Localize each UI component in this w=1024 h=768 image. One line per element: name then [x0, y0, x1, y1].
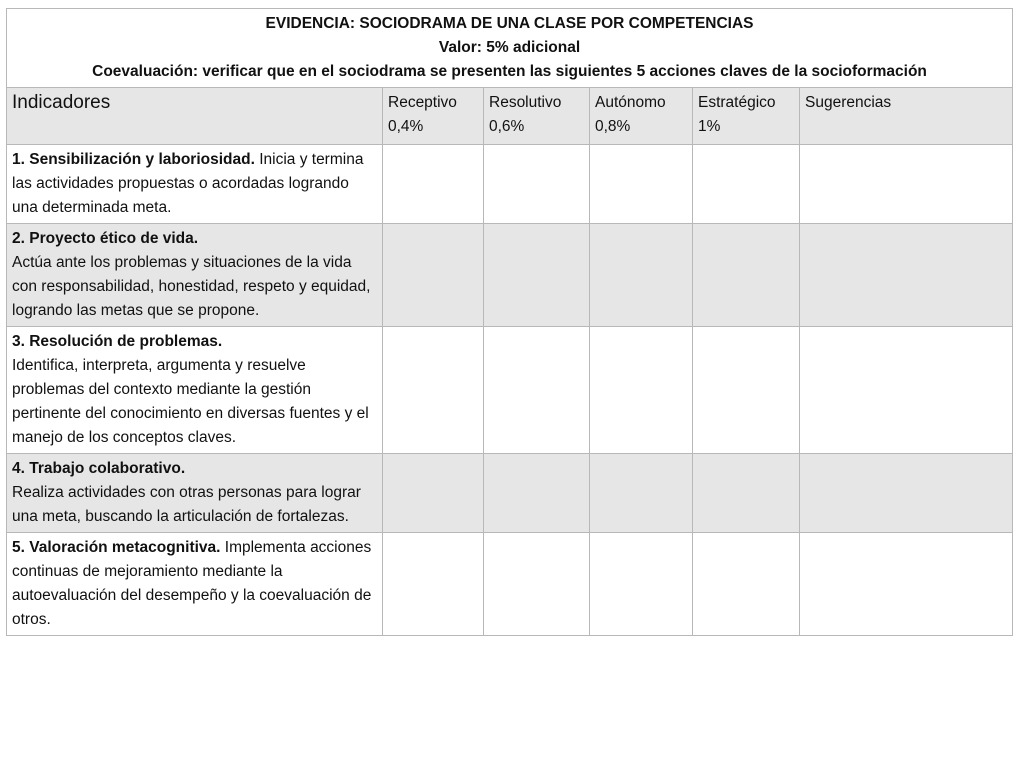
estrategico-cell[interactable] [693, 145, 800, 224]
receptivo-cell[interactable] [383, 533, 484, 636]
resolutivo-cell[interactable] [484, 145, 590, 224]
receptivo-cell[interactable] [383, 224, 484, 327]
autonomo-value: 0,8% [595, 118, 631, 135]
estrategico-cell[interactable] [693, 454, 800, 533]
autonomo-cell[interactable] [590, 145, 693, 224]
indicator-description: Inicia y termina las actividades propuestas o acordadas logrando una determinada meta. [12, 151, 364, 216]
indicator-cell [7, 327, 383, 454]
estrategico-value: 1% [698, 118, 721, 135]
receptivo-cell[interactable] [383, 454, 484, 533]
indicator-row-4 [7, 454, 1013, 533]
indicator-cell [7, 224, 383, 327]
column-sugerencias: Sugerencias [800, 88, 1013, 145]
indicator-row-2 [7, 224, 1013, 327]
resolutivo-cell[interactable] [484, 533, 590, 636]
indicator-description: Realiza actividades con otras personas para lograr una meta, buscando la articulación de fortalezas. [12, 484, 361, 525]
autonomo-label: Autónomo [595, 94, 666, 111]
receptivo-cell[interactable] [383, 327, 484, 454]
header-cell [7, 9, 1013, 88]
indicator-cell [7, 533, 383, 636]
indicator-cell [7, 454, 383, 533]
indicator-title: 1. Sensibilización y laboriosidad. [12, 151, 255, 168]
autonomo-cell[interactable] [590, 327, 693, 454]
indicator-description: Actúa ante los problemas y situaciones de la vida con responsabilidad, honestidad, respeto y equidad, logrando las metas que se propone. [12, 254, 371, 319]
indicator-cell [7, 145, 383, 224]
indicator-description: Implementa acciones continuas de mejoramiento mediante la autoevaluación del desempeño y la coevaluación de otros. [12, 539, 372, 628]
resolutivo-cell[interactable] [484, 224, 590, 327]
column-receptivo [383, 88, 484, 145]
indicator-row-5 [7, 533, 1013, 636]
indicator-title: 2. Proyecto ético de vida. [12, 230, 199, 247]
autonomo-cell[interactable] [590, 533, 693, 636]
indicator-title: 3. Resolución de problemas. [12, 333, 223, 350]
rubric-table [6, 8, 1013, 636]
sugerencias-cell[interactable] [800, 327, 1013, 454]
receptivo-label: Receptivo [388, 94, 457, 111]
autonomo-cell[interactable] [590, 454, 693, 533]
resolutivo-label: Resolutivo [489, 94, 562, 111]
column-estrategico [693, 88, 800, 145]
resolutivo-value: 0,6% [489, 118, 525, 135]
estrategico-cell[interactable] [693, 224, 800, 327]
receptivo-value: 0,4% [388, 118, 424, 135]
column-header-row [7, 88, 1013, 145]
indicator-row-3 [7, 327, 1013, 454]
value-text: Valor: 5% adicional [438, 39, 581, 56]
sugerencias-cell[interactable] [800, 533, 1013, 636]
column-indicadores: Indicadores [7, 88, 383, 145]
resolutivo-cell[interactable] [484, 327, 590, 454]
coevaluation-instruction: Coevaluación: verificar que en el sociodrama se presenten las siguientes 5 acciones claves de la socioformación [92, 63, 927, 80]
receptivo-cell[interactable] [383, 145, 484, 224]
indicator-row-1 [7, 145, 1013, 224]
estrategico-label: Estratégico [698, 94, 776, 111]
sugerencias-cell[interactable] [800, 454, 1013, 533]
sugerencias-cell[interactable] [800, 224, 1013, 327]
evidence-title: EVIDENCIA: SOCIODRAMA DE UNA CLASE POR COMPETENCIAS [265, 15, 754, 32]
estrategico-cell[interactable] [693, 327, 800, 454]
autonomo-cell[interactable] [590, 224, 693, 327]
indicator-description: Identifica, interpreta, argumenta y resuelve problemas del contexto mediante la gestión pertinente del conocimiento en diversas fuentes y el manejo de los conceptos claves. [12, 357, 369, 446]
indicator-title: 5. Valoración metacognitiva. [12, 539, 221, 556]
estrategico-cell[interactable] [693, 533, 800, 636]
header-row [7, 9, 1013, 88]
column-resolutivo [484, 88, 590, 145]
indicator-title: 4. Trabajo colaborativo. [12, 460, 186, 477]
resolutivo-cell[interactable] [484, 454, 590, 533]
sugerencias-cell[interactable] [800, 145, 1013, 224]
column-autonomo [590, 88, 693, 145]
